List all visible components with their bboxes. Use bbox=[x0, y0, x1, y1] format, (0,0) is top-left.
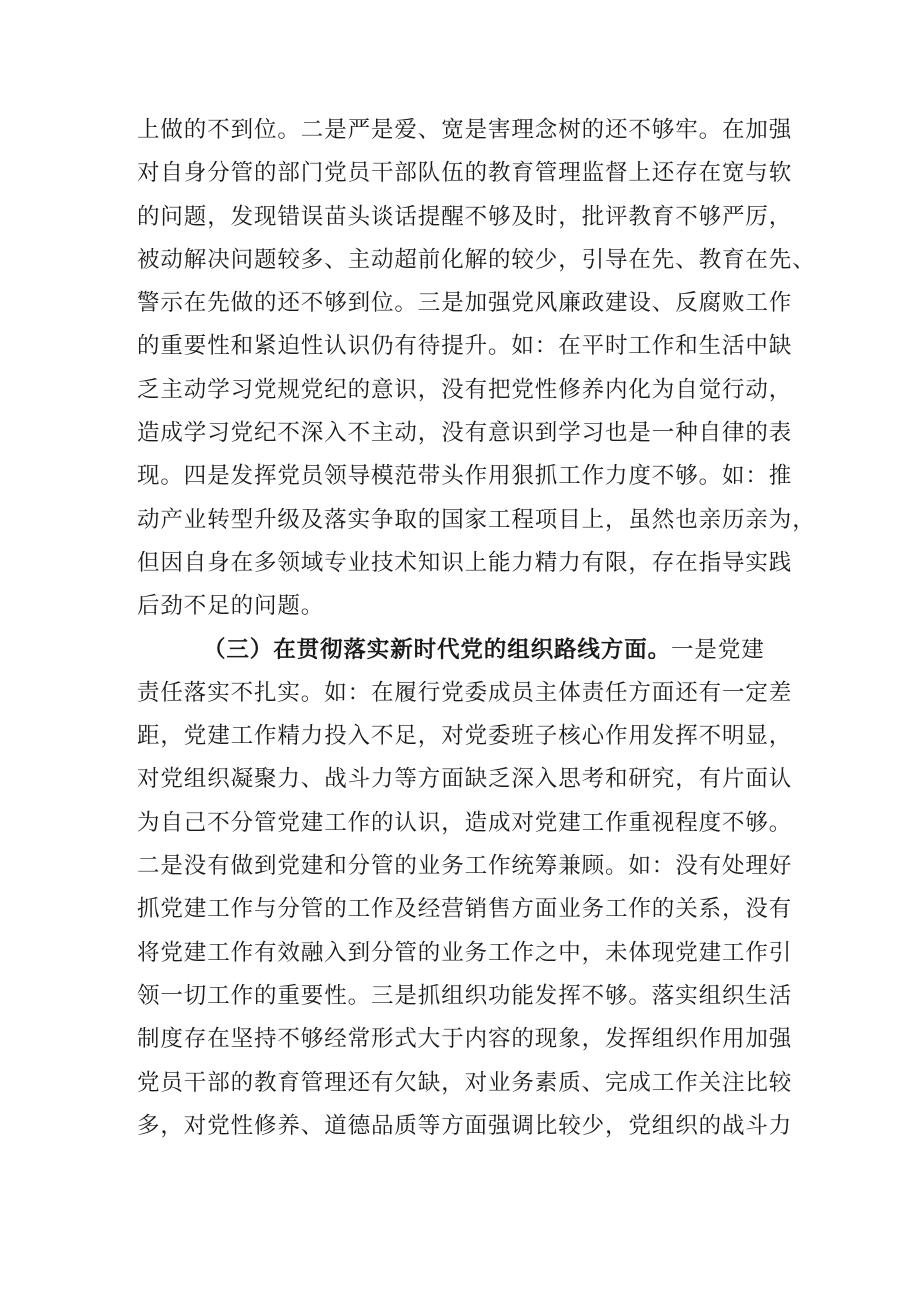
text-line-11: 但因自身在多领域专业技术知识上能力精力有限，存在指导实践 bbox=[137, 549, 793, 576]
text-line-7: 乏主动学习党规党纪的意识，没有把党性修养内化为自觉行动， bbox=[137, 376, 793, 403]
text-line-8: 造成学习党纪不深入不主动，没有意识到学习也是一种自律的表 bbox=[137, 420, 793, 447]
section-line-6: 抓党建工作与分管的工作及经营销售方面业务工作的关系，没有 bbox=[137, 896, 793, 923]
text-line-10: 动产业转型升级及落实争取的国家工程项目上，虽然也亲历亲为， bbox=[137, 506, 816, 533]
section-line-1: 责任落实不扎实。如：在履行党委成员主体责任方面还有一定差 bbox=[137, 679, 793, 706]
section-heading-line bbox=[137, 629, 797, 672]
section-line-2: 距，党建工作精力投入不足，对党委班子核心作用发挥不明显， bbox=[137, 723, 793, 750]
body-text bbox=[137, 109, 816, 1148]
text-line-9: 现。四是发挥党员领导模范带头作用狠抓工作力度不够。如：推 bbox=[137, 463, 793, 490]
text-line-3: 的问题，发现错误苗头谈话提醒不够及时，批评教育不够严厉， bbox=[137, 203, 793, 230]
section-line-7: 将党建工作有效融入到分管的业务工作之中，未体现党建工作引 bbox=[137, 939, 793, 966]
text-line-12: 后劲不足的问题。 bbox=[137, 593, 325, 620]
text-line-5: 警示在先做的还不够到位。三是加强党风廉政建设、反腐败工作 bbox=[137, 290, 793, 317]
section-heading-rest: 一是党建 bbox=[671, 636, 765, 663]
text-line-2: 对自身分管的部门党员干部队伍的教育管理监督上还存在宽与软 bbox=[137, 160, 793, 187]
section-line-8: 领一切工作的重要性。三是抓组织功能发挥不够。落实组织生活 bbox=[137, 982, 793, 1009]
text-line-4: 被动解决问题较多、主动超前化解的较少，引导在先、教育在先、 bbox=[137, 246, 816, 273]
text-line-1: 上做的不到位。二是严是爱、宽是害理念树的还不够牢。在加强 bbox=[137, 117, 793, 143]
section-line-5: 二是没有做到党建和分管的业务工作统筹兼顾。如：没有处理好 bbox=[137, 853, 793, 880]
section-line-10: 党员干部的教育管理还有欠缺，对业务素质、完成工作关注比较 bbox=[137, 1069, 793, 1096]
section-line-11: 多，对党性修养、道德品质等方面强调比较少，党组织的战斗力 bbox=[137, 1112, 793, 1139]
text-line-6: 的重要性和紧迫性认识仍有待提升。如：在平时工作和生活中缺 bbox=[137, 333, 793, 360]
section-line-4: 为自己不分管党建工作的认识，造成对党建工作重视程度不够。 bbox=[137, 809, 793, 836]
section-line-9: 制度存在坚持不够经常形式大于内容的现象，发挥组织作用加强 bbox=[137, 1026, 793, 1053]
section-line-3: 对党组织凝聚力、战斗力等方面缺乏深入思考和研究，有片面认 bbox=[137, 766, 793, 793]
section-heading: （三）在贯彻落实新时代党的组织路线方面。 bbox=[203, 636, 672, 663]
